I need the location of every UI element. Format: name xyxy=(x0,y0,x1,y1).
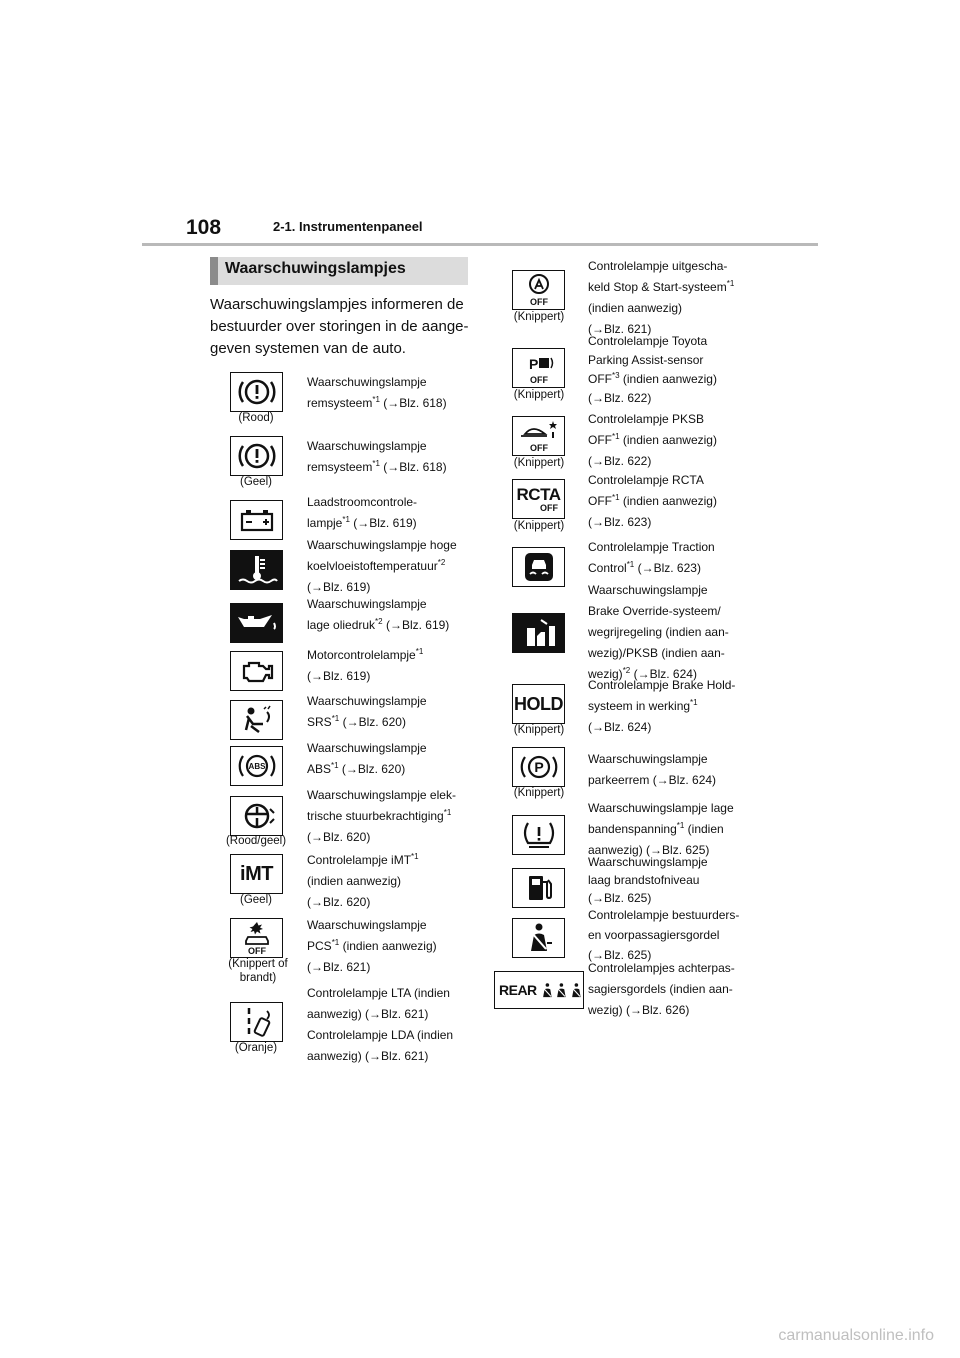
description-line: lampje$^{*1}$ (→Blz. 619) xyxy=(307,515,417,530)
ps-off-label: OFF xyxy=(529,375,548,385)
warning-description xyxy=(307,645,423,687)
description-line: OFF$^{*3}$ (indien aanwezig) xyxy=(588,371,717,386)
warning-description xyxy=(588,675,735,738)
description-line: Controlelampje Traction xyxy=(588,540,715,554)
description-line: Waarschuwingslampje xyxy=(307,694,427,708)
description-line: (→Blz. 620) xyxy=(307,830,371,844)
traction-control-icon xyxy=(512,547,565,587)
caption: (Rood/geel) xyxy=(225,835,287,847)
description-line: keld Stop & Start-systeem$^{*1}$ xyxy=(588,279,735,294)
warning-description xyxy=(588,580,729,685)
description-line: Control$^{*1}$ (→Blz. 623) xyxy=(588,560,701,575)
hold-label: HOLD xyxy=(514,693,563,714)
description-line: sagiersgordels (indien aan- xyxy=(588,982,733,996)
description-line: Controlelampjes achterpas- xyxy=(588,961,735,975)
description-line: lage oliedruk$^{*2}$ (→Blz. 619) xyxy=(307,617,450,632)
description-line: OFF$^{*1}$ (indien aanwezig) xyxy=(588,493,717,508)
intro-text: Waarschuwingslampjes informeren de bestuurder over storingen in de aangegeven systemen van de auto. xyxy=(210,296,469,357)
description-line: PCS$^{*1}$ (indien aanwezig) xyxy=(307,938,437,953)
abs-icon xyxy=(230,746,283,786)
description-line: Brake Override-systeem/ xyxy=(588,604,721,618)
description-line: Parking Assist-sensor xyxy=(588,353,704,367)
description-line: (indien aanwezig) xyxy=(307,874,402,888)
description-line: en voorpassagiersgordel xyxy=(588,928,720,942)
description-line: (→Blz. 621) xyxy=(588,322,652,336)
description-line: Waarschuwingslampje lage xyxy=(588,801,734,815)
description-line: Controlelampje Brake Hold- xyxy=(588,678,736,692)
description-line: Waarschuwingslampje xyxy=(307,918,427,932)
description-line: (→Blz. 619) xyxy=(307,580,371,594)
parking-sensor-off-icon xyxy=(512,348,565,388)
description-line: Waarschuwingslampje xyxy=(307,597,427,611)
warning-description xyxy=(588,470,717,533)
pksb-off-icon xyxy=(512,416,565,456)
caption: (Geel) xyxy=(240,894,272,906)
svg-text:P: P xyxy=(533,759,544,775)
description-line: OFF$^{*1}$ (indien aanwezig) xyxy=(588,432,717,447)
warning-description xyxy=(588,332,717,408)
seatbelt-icon xyxy=(512,918,565,958)
svg-text:P: P xyxy=(528,356,538,372)
rear-seatbelt-icon xyxy=(494,971,584,1009)
description-line: (→Blz. 619) xyxy=(307,669,371,683)
ss-off-label: OFF xyxy=(529,297,548,307)
description-line: wezig)$^{*2}$ (→Blz. 624) xyxy=(588,666,697,681)
description-line: aanwezig) (→Blz. 621) xyxy=(307,1007,429,1021)
description-line: Motorcontrolelampje$^{*1}$ xyxy=(307,647,424,662)
caption: (Oranje) xyxy=(234,1042,278,1054)
warning-description xyxy=(307,535,457,598)
description-line: Waarschuwingslampje hoge xyxy=(307,538,457,552)
caption: (Geel) xyxy=(240,476,272,488)
oil-pressure-icon xyxy=(230,603,283,643)
description-line: Controlelampje uitgescha- xyxy=(588,259,728,273)
description-line: (indien aanwezig) xyxy=(588,301,683,315)
rcta-off-label: OFF xyxy=(540,502,558,513)
description-line: (→Blz. 622) xyxy=(588,454,652,468)
description-line: Waarschuwingslampje xyxy=(307,375,427,389)
brake-hold-icon xyxy=(512,684,565,724)
section-heading: Waarschuwingslampjes xyxy=(210,257,468,285)
stop-start-off-icon xyxy=(512,270,565,310)
description-line: Waarschuwingslampje xyxy=(588,855,708,869)
pksb-off-label: OFF xyxy=(529,443,548,453)
brake-override-icon xyxy=(512,613,565,653)
description-line: (→Blz. 622) xyxy=(588,391,652,405)
header-rule xyxy=(142,243,818,246)
description-line: aanwezig) (→Blz. 625) xyxy=(588,843,710,857)
description-line: Waarschuwingslampje elek- xyxy=(307,788,456,802)
description-line: Waarschuwingslampje xyxy=(307,439,427,453)
pcs-off-label: OFF xyxy=(247,946,266,956)
description-line: laag brandstofniveau xyxy=(588,873,700,887)
battery-icon xyxy=(230,500,283,540)
description-line: wezig)/PKSB (indien aan- xyxy=(588,646,725,660)
description-line: (→Blz. 621) xyxy=(307,960,371,974)
warning-description xyxy=(588,905,739,965)
caption: (Knippert) xyxy=(513,389,565,401)
warning-description xyxy=(307,436,447,478)
rcta-off-icon xyxy=(512,479,565,519)
warning-description xyxy=(307,372,447,414)
rcta-label: RCTA xyxy=(516,484,561,504)
description-line: ABS$^{*1}$ (→Blz. 620) xyxy=(307,761,406,776)
warning-description xyxy=(307,492,417,534)
description-line: remsysteem$^{*1}$ (→Blz. 618) xyxy=(307,459,447,474)
check-engine-icon xyxy=(230,651,283,691)
caption: (Knippert) xyxy=(513,724,565,736)
warning-description xyxy=(307,691,427,733)
description-line: Controlelampje PKSB xyxy=(588,412,705,426)
description-line: (→Blz. 623) xyxy=(588,515,652,529)
description-line: wegrijregeling (indien aan- xyxy=(588,625,729,639)
lane-departure-icon xyxy=(230,1002,283,1042)
warning-description xyxy=(307,738,427,780)
warning-description xyxy=(588,958,735,1021)
description-line: (→Blz. 625) xyxy=(588,891,652,905)
warning-description xyxy=(307,594,449,636)
description-line: parkeerrem (→Blz. 624) xyxy=(588,773,717,787)
srs-airbag-icon xyxy=(230,700,283,740)
caption: (Knippert) xyxy=(513,520,565,532)
warning-description xyxy=(307,850,419,913)
description-line: systeem in werking$^{*1}$ xyxy=(588,698,698,713)
warning-description xyxy=(588,798,734,861)
description-line: Controlelampje RCTA xyxy=(588,473,704,487)
description-line: trische stuurbekrachtiging$^{*1}$ xyxy=(307,808,452,823)
description-line: Controlelampje bestuurders- xyxy=(588,908,740,922)
description-line: SRS$^{*1}$ (→Blz. 620) xyxy=(307,714,406,729)
description-line: Laadstroomcontrole- xyxy=(307,495,418,509)
pcs-icon xyxy=(230,918,283,958)
warning-description xyxy=(588,256,734,340)
description-line: Waarschuwingslampje xyxy=(588,752,708,766)
brake-warning-icon xyxy=(230,372,283,412)
description-line: (→Blz. 624) xyxy=(588,720,652,734)
page-number: 108 xyxy=(186,216,222,239)
warning-description xyxy=(307,785,456,848)
brake-warning-icon xyxy=(230,436,283,476)
section-title: 2-1. Instrumentenpaneel xyxy=(273,219,423,234)
description-line: koelvloeistoftemperatuur$^{*2}$ xyxy=(307,558,446,573)
caption: (Knippert) xyxy=(513,787,565,799)
description-line: aanwezig) (→Blz. 621) xyxy=(307,1049,429,1063)
fuel-icon xyxy=(512,868,565,908)
caption: (Knippert) xyxy=(513,311,565,323)
description-line: remsysteem$^{*1}$ (→Blz. 618) xyxy=(307,395,447,410)
footer-watermark: carmanualsonline.info xyxy=(778,1327,934,1344)
caption: (Rood) xyxy=(238,412,274,424)
description-line: Waarschuwingslampje xyxy=(307,741,427,755)
abs-label: ABS xyxy=(248,762,265,771)
description-line: wezig) (→Blz. 626) xyxy=(588,1003,690,1017)
description-line: (→Blz. 625) xyxy=(588,948,652,962)
description-line: Waarschuwingslampje xyxy=(588,583,708,597)
description-line: Controlelampje LTA (indien xyxy=(307,986,450,1000)
caption: (Knippert) xyxy=(513,457,565,469)
description-line: Controlelampje LDA (indien xyxy=(307,1028,454,1042)
caption: (Knippert of brandt) xyxy=(228,958,288,984)
coolant-temp-icon xyxy=(230,550,283,590)
warning-description xyxy=(588,537,715,579)
warning-description xyxy=(588,749,716,791)
description-line: Controlelampje Toyota xyxy=(588,334,708,348)
imt-icon xyxy=(230,854,283,894)
description-line: bandenspanning$^{*1}$ (indien xyxy=(588,821,724,836)
warning-description xyxy=(588,853,708,907)
warning-description xyxy=(588,409,717,472)
imt-label: iMT xyxy=(240,862,273,885)
warning-description xyxy=(307,915,437,978)
tire-pressure-icon xyxy=(512,815,565,855)
parking-brake-icon xyxy=(512,747,565,787)
description-line: Controlelampje iMT$^{*1}$ xyxy=(307,852,419,867)
warning-description xyxy=(307,983,453,1067)
rear-label: REAR xyxy=(499,982,537,998)
steering-warning-icon xyxy=(230,796,283,836)
description-line: (→Blz. 620) xyxy=(307,895,371,909)
